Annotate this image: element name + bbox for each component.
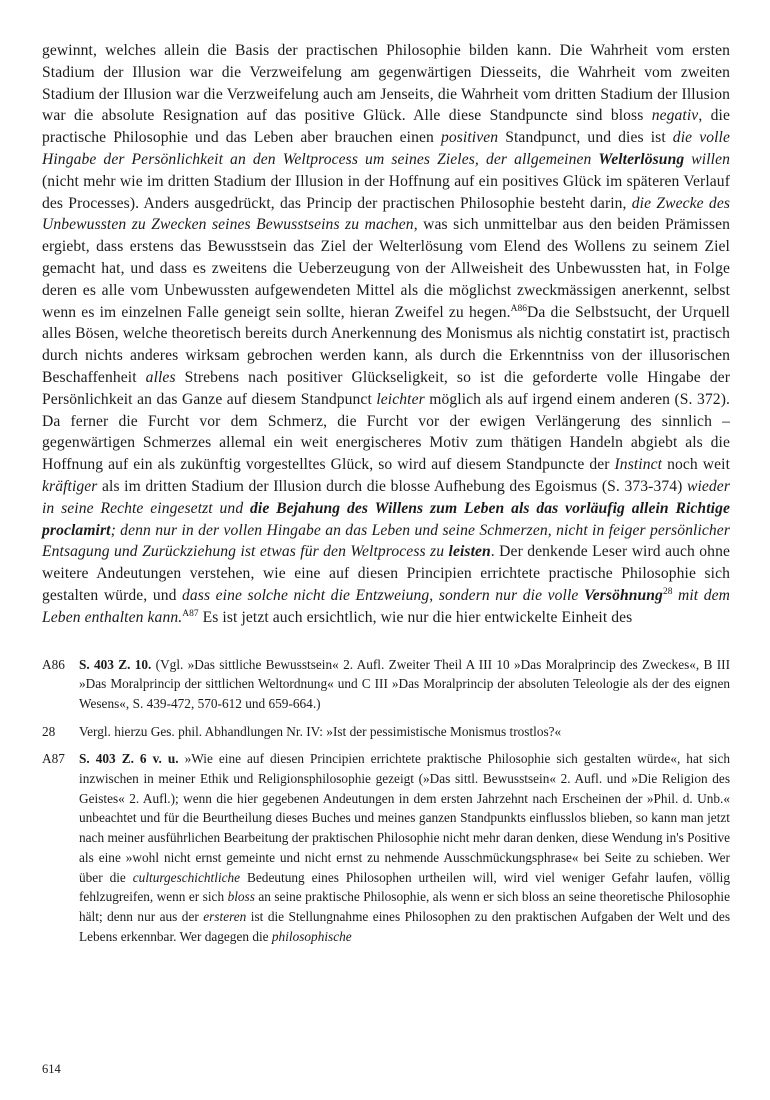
text-run: negativ <box>651 107 699 125</box>
footnote-a87 <box>42 749 730 946</box>
text-run: »Wie eine auf diesen Principien errichtete praktische Philosophie sich gestalten würde«, hat sich inzwischen in meiner Ethik und Religionsphilosophie gezeigt (»Das sittl. Bewusstsein« 2. Aufl. und »Die Religion des Geistes« 2. Aufl.); wenn die hier gegebenen Andeutungen in dem ersten Jahrzehnt nach Erscheinen der »Phil. d. Unb.« unbeachtet und für die Beurtheilung dieses Buches und meines ganzen Standpunkts einflusslos blieben, so kann man jetzt nach meiner ausführlichen Bearbeitung der praktischen Philosophie nicht mehr daran denken, diese Wendung in's Positive als eine »wohl nicht ernst gemeinte und nicht ernst zu nehmende Ausschmückungsphrase« bei Seite zu schieben. Wer über die <box>79 751 730 885</box>
text-run: Vergl. hierzu Ges. phil. Abhandlungen Nr. IV: »Ist der pessimistische Monismus trostlos?« <box>79 723 562 739</box>
footnote-section <box>42 655 730 947</box>
text-run: ersteren <box>203 908 247 924</box>
footnote-text <box>79 657 730 711</box>
text-run: . Der denkende Leser wird auch ohne weitere Andeutungen verstehen, wie eine auf diesen Principien errichtete practische Philosophie sich gestalten würde, und <box>42 543 731 604</box>
text-run: ; denn nur in der vollen Hingabe an das Leben und seine Schmerzen, nicht in feiger persönlicher Entsagung und Zurückziehung ist etwas für den Weltprocess zu <box>42 521 730 561</box>
text-run: , die practische Philosophie und das Leben aber brauchen einen <box>42 107 730 147</box>
text-run: die volle Hingabe der Persönlichkeit an den Weltprocess um seines Zieles, der allgemeinen <box>42 129 730 168</box>
text-run: positiven <box>440 129 499 147</box>
footnote-text <box>79 751 730 943</box>
text-run: ist die Stellungnahme eines Philosophen zu den praktischen Aufgaben der Welt und des Lebens erkennbar. Wer dagegen die <box>79 908 730 944</box>
text-run: die Zwecke des Unbewussten zu Zwecken seines Bewusstseins zu machen <box>42 194 731 234</box>
text-run: Standpunct, und dies ist <box>498 129 673 147</box>
text-run: kräftiger <box>42 477 98 495</box>
text-run: wieder in seine Rechte eingesetzt und <box>42 477 730 517</box>
text-run: Es ist jetzt auch ersichtlich, wie nur die hier entwickelte Einheit des <box>198 608 633 626</box>
text-run: willen <box>684 150 730 168</box>
page-number: 614 <box>42 1062 61 1076</box>
text-run: leichter <box>376 390 425 408</box>
text-run: Da die Selbstsucht, der Urquell alles Bösen, welche theoretisch bereits durch Anerkennung des Monismus als nichtig constatirt ist, practisch durch nichts anderes wirksam gebrochen werden kann, als durch die Erkenntniss von der illusorischen Beschaffenheit <box>42 303 730 386</box>
text-run: (Vgl. »Das sittliche Bewusstsein« 2. Aufl. Zweiter Theil A III 10 »Das Moralprincip des Zweckes«, B III »Das Moralprincip der sittlichen Weltordnung« und C III »Das Moralprincip der absoluten Teleologie als der des eignen Wesens«, S. 439-472, 570-612 und 659-664.) <box>79 656 730 711</box>
footnote-label: 28 <box>42 723 56 739</box>
text-run: S. 403 Z. 10. <box>79 656 152 672</box>
text-run: (nicht mehr wie im dritten Stadium der Illusion in der Hoffnung auf ein positives Glück im späteren Verlauf des Processes). Anders ausgedrückt, das Princip der practischen Philosophie besteht darin, <box>42 172 730 212</box>
text-run: mit dem Leben enthalten kann. <box>42 586 730 626</box>
text-run: leisten <box>448 543 491 561</box>
text-run: alles <box>145 368 176 386</box>
footnote-28 <box>42 722 730 742</box>
text-run: Instinct <box>614 456 663 474</box>
body-paragraph <box>42 40 730 629</box>
text-run: noch weit <box>662 456 730 474</box>
text-run: die Bejahung des Willens zum Leben als das vorläufig allein Richtige proclamirt <box>42 499 730 539</box>
text-run: culturgeschichtliche <box>132 869 241 885</box>
text-run: S. 403 Z. 6 v. u. <box>79 751 179 767</box>
text-run: an seine praktische Philosophie, als wenn er sich bloss an seine theoretische Philosophie hält; denn nur aus der <box>79 889 730 924</box>
text-run: gewinnt, welches allein die Basis der practischen Philosophie bilden kann. Die Wahrheit vom ersten Stadium der Illusion war die Verzweifelung am gegenwärtigen Diesseits, die Wahrheit vom zweiten Stadium der Illusion war die Verzweifelung auch am Jenseits, die Wahrheit vom dritten Stadium der Illusion war die absolute Resignation auf das positive Glück. Alle diese Standpuncte sind bloss <box>42 42 730 125</box>
footnote-text <box>79 724 561 739</box>
text-run: philosophische <box>271 928 352 944</box>
footnote-label: A87 <box>42 751 65 767</box>
text-run: Strebens nach positiver Glückseligkeit, so ist die geforderte volle Hingabe der Persönlichkeit an das Ganze auf diesem Standpunct <box>42 368 730 408</box>
footnote-ref: 28 <box>662 586 673 597</box>
footnote-ref: A87 <box>182 608 199 619</box>
footnote-a86 <box>42 655 730 714</box>
text-run: , was sich unmittelbar aus den beiden Prämissen ergiebt, dass erstens das Bewusstsein das Ziel der Welterlösung vom Elend des Wollens zu seinem Ziel gemacht hat, und dass es zweitens die Ueberzeugung von der Allweisheit des Unbewussten hat, in Folge deren es alle vom Unbewussten aufgewendeten Mittel als die möglichst zweckmässigen anerkennt, selbst wenn es im einzelnen Falle geneigt sein sollte, hieran Zweifel zu hegen. <box>42 216 730 321</box>
text-run: dass eine solche nicht die Entzweiung, sondern nur die volle <box>182 586 584 604</box>
footnote-ref: A86 <box>510 303 528 314</box>
text-run: Versöhnung <box>583 586 663 604</box>
text-run: Bedeutung eines Philosophen urtheilen will, wird viel weniger Gefahr laufen, völlig fehlzugreifen, wenn er sich <box>79 869 731 905</box>
text-run: möglich als auf irgend einem anderen (S. 372). Da ferner die Furcht vor dem Schmerz, die Furcht vor der ewigen Verlängerung des sinnlich – gegenwärtigen Schmerzes allemal ein weit energischeres Motiv zum thätigen Handeln abgiebt als die Hoffnung auf ein als zukünftig vorgestelltes Glück, so wird auf diesem Standpuncte der <box>42 390 730 474</box>
footnote-label: A86 <box>42 656 65 672</box>
text-run: Welterlösung <box>598 150 685 168</box>
text-run: als im dritten Stadium der Illusion durch die blosse Aufhebung des Egoismus (S. 373-374) <box>97 477 687 495</box>
text-run: bloss <box>227 889 255 905</box>
